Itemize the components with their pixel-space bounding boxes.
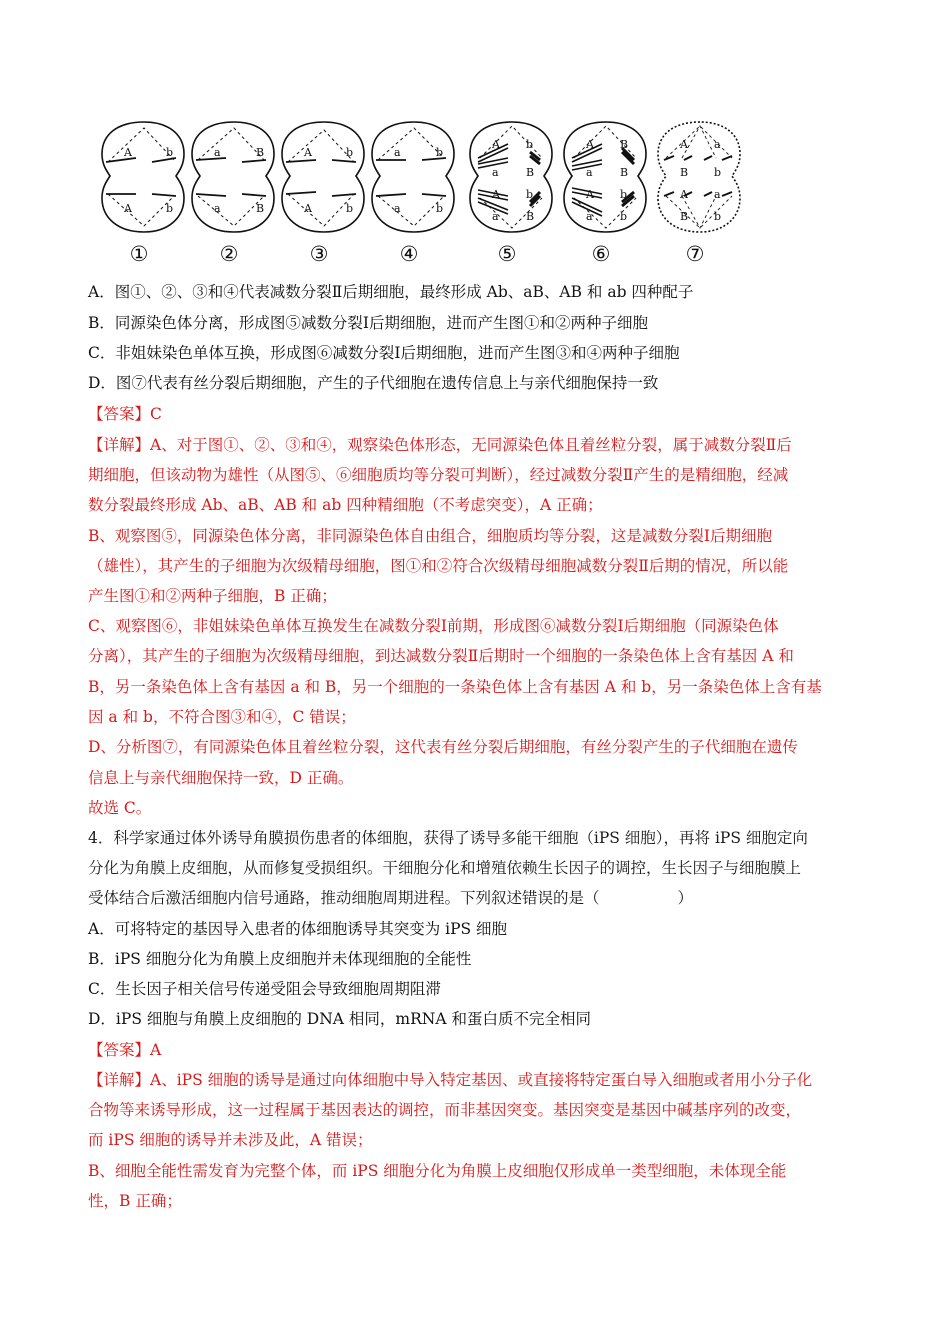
gene-label: a [714, 188, 721, 201]
gene-label: b [346, 146, 354, 159]
gene-label: A [492, 138, 500, 151]
gene-label: B [680, 166, 689, 179]
q3-option-a: A．图①、②、③和④代表减数分裂Ⅱ后期细胞，最终形成 Ab、aB、AB 和 ab 四种配子 [88, 283, 694, 301]
q4-stem-line: 4．科学家通过体外诱导角膜损伤患者的体细胞，获得了诱导多能干细胞（iPS 细胞），再将 iPS 细胞定向 [88, 829, 808, 847]
gene-label: A [304, 146, 312, 159]
gene-label: b [526, 138, 534, 151]
gene-label: b [714, 210, 722, 223]
gene-label: B [256, 146, 265, 159]
gene-label: A [586, 138, 594, 151]
cell-diagram-1 [96, 118, 192, 270]
gene-label: b [620, 210, 628, 223]
gene-label: b [346, 202, 354, 215]
gene-label: A [124, 202, 132, 215]
gene-label: A [304, 202, 312, 215]
q3-detail-line: 【详解】A、对于图①、②、③和④，观察染色体形态，无同源染色体且着丝粒分裂，属于减数分裂Ⅱ后 [88, 436, 792, 454]
q3-detail-line: 期细胞，但该动物为雄性（从图⑤、⑥细胞质均等分裂可判断），经过减数分裂Ⅱ产生的是精细胞，经减 [88, 466, 789, 484]
cell-outline-7 [652, 118, 748, 242]
q3-option-d: D．图⑦代表有丝分裂后期细胞，产生的子代细胞在遗传信息上与亲代细胞保持一致 [88, 374, 659, 392]
q4-detail-line: B、细胞全能性需发育为完整个体，而 iPS 细胞分化为角膜上皮细胞仅形成单一类型细胞，未体现全能 [88, 1162, 787, 1180]
cell-outline-1 [96, 118, 192, 242]
q3-detail-line: B、观察图⑤，同源染色体分离，非同源染色体自由组合，细胞质均等分裂，这是减数分裂Ⅰ后期细胞 [88, 527, 773, 545]
cell-number: ⑥ [591, 242, 611, 266]
gene-label: a [492, 166, 499, 179]
cell-outline-4 [366, 118, 462, 242]
q4-option-d: D．iPS 细胞与角膜上皮细胞的 DNA 相同，mRNA 和蛋白质不完全相同 [88, 1010, 591, 1028]
gene-label: b [166, 202, 174, 215]
q3-detail-line: 数分裂最终形成 Ab、aB、AB 和 ab 四种精细胞（不考虑突变），A 正确； [88, 496, 603, 514]
gene-label: A [124, 146, 132, 159]
q4-stem-line: 分化为角膜上皮细胞，从而修复受损组织。干细胞分化和增殖依赖生长因子的调控，生长因子与细胞膜上 [88, 859, 802, 877]
q3-detail-line: 分离），其产生的子细胞为次级精母细胞，到达减数分裂Ⅱ后期时一个细胞的一条染色体上含有基因 A 和 [88, 647, 794, 665]
q4-option-c: C．生长因子相关信号传递受阻会导致细胞周期阻滞 [88, 980, 441, 998]
cell-diagram-7 [652, 118, 748, 270]
q3-detail-line: 信息上与亲代细胞保持一致，D 正确。 [88, 769, 354, 787]
gene-label: a [492, 210, 499, 223]
cell-diagram-4 [366, 118, 462, 270]
q3-detail-line: C、观察图⑥，非姐妹染色单体互换发生在减数分裂Ⅰ前期，形成图⑥减数分裂Ⅰ后期细胞（同源染色体 [88, 617, 779, 635]
gene-label: a [586, 166, 593, 179]
q3-conclusion: 故选 C。 [88, 799, 152, 817]
q4-stem-line [88, 887, 878, 909]
cell-outline-6 [558, 118, 654, 242]
gene-label: B [256, 202, 265, 215]
cell-number: ② [219, 242, 239, 266]
gene-label: B [620, 138, 629, 151]
gene-label: a [586, 210, 593, 223]
gene-label: B [526, 166, 535, 179]
q3-detail-line: D、分析图⑦，有同源染色体且着丝粒分裂，这代表有丝分裂后期细胞，有丝分裂产生的子代细胞在遗传 [88, 738, 798, 756]
q3-answer: 【答案】C [88, 405, 162, 423]
cell-outline-5 [464, 118, 560, 242]
gene-label: b [436, 146, 444, 159]
q4-stem-close: ） [677, 889, 694, 907]
q4-detail-line: 【详解】A、iPS 细胞的诱导是通过向体细胞中导入特定基因、或直接将特定蛋白导入细胞或者用小分子化 [88, 1071, 813, 1089]
q3-detail-line: （雄性），其产生的子细胞为次级精母细胞，图①和②符合次级精母细胞减数分裂Ⅱ后期的情况，所以能 [88, 557, 789, 575]
gene-label: A [680, 138, 688, 151]
gene-label: b [166, 146, 174, 159]
gene-label: b [436, 202, 444, 215]
q4-option-b: B．iPS 细胞分化为角膜上皮细胞并未体现细胞的全能性 [88, 950, 472, 968]
cell-number: ③ [309, 242, 329, 266]
q4-detail-line: 而 iPS 细胞的诱导并未涉及此，A 错误； [88, 1131, 373, 1149]
gene-label: b [620, 188, 628, 201]
gene-label: b [526, 188, 534, 201]
cell-number: ① [129, 242, 149, 266]
gene-label: B [680, 210, 689, 223]
gene-label: B [526, 210, 535, 223]
q3-detail-line: B，另一条染色体上含有基因 a 和 B，另一个细胞的一条染色体上含有基因 A 和 b，另一条染色体上含有基 [88, 678, 822, 696]
cell-number: ⑦ [685, 242, 705, 266]
q4-detail-line: 合物等来诱导形成，这一过程属于基因表达的调控，而非基因突变。基因突变是基因中碱基序列的改变， [88, 1101, 802, 1119]
gene-label: a [394, 202, 401, 215]
q3-option-b: B．同源染色体分离，形成图⑤减数分裂Ⅰ后期细胞，进而产生图①和②两种子细胞 [88, 314, 649, 332]
gene-label: A [492, 188, 500, 201]
gene-label: B [620, 166, 629, 179]
gene-label: A [586, 188, 594, 201]
gene-label: a [214, 146, 221, 159]
q4-option-a: A．可将特定的基因导入患者的体细胞诱导其突变为 iPS 细胞 [88, 920, 508, 938]
gene-label: A [680, 188, 688, 201]
cell-diagram-5 [464, 118, 560, 270]
q3-detail-line: 产生图①和②两种子细胞，B 正确； [88, 587, 337, 605]
cell-division-figure [96, 118, 766, 270]
cell-diagram-3 [276, 118, 372, 270]
q4-stem-text: 受体结合后激活细胞内信号通路，推动细胞周期进程。下列叙述错误的是（ [88, 889, 600, 907]
cell-number: ④ [399, 242, 419, 266]
cell-number: ⑤ [497, 242, 517, 266]
q3-detail-line: 因 a 和 b，不符合图③和④，C 错误； [88, 708, 356, 726]
gene-label: a [714, 138, 721, 151]
gene-label: a [394, 146, 401, 159]
q4-detail-line: 性，B 正确； [88, 1192, 182, 1210]
cell-diagram-6 [558, 118, 654, 270]
gene-label: b [714, 166, 722, 179]
cell-diagram-2 [186, 118, 282, 270]
cell-outline-3 [276, 118, 372, 242]
cell-outline-2 [186, 118, 282, 242]
gene-label: a [214, 202, 221, 215]
q4-answer: 【答案】A [88, 1041, 162, 1059]
q3-option-c: C．非姐妹染色单体互换，形成图⑥减数分裂Ⅰ后期细胞，进而产生图③和④两种子细胞 [88, 344, 680, 362]
